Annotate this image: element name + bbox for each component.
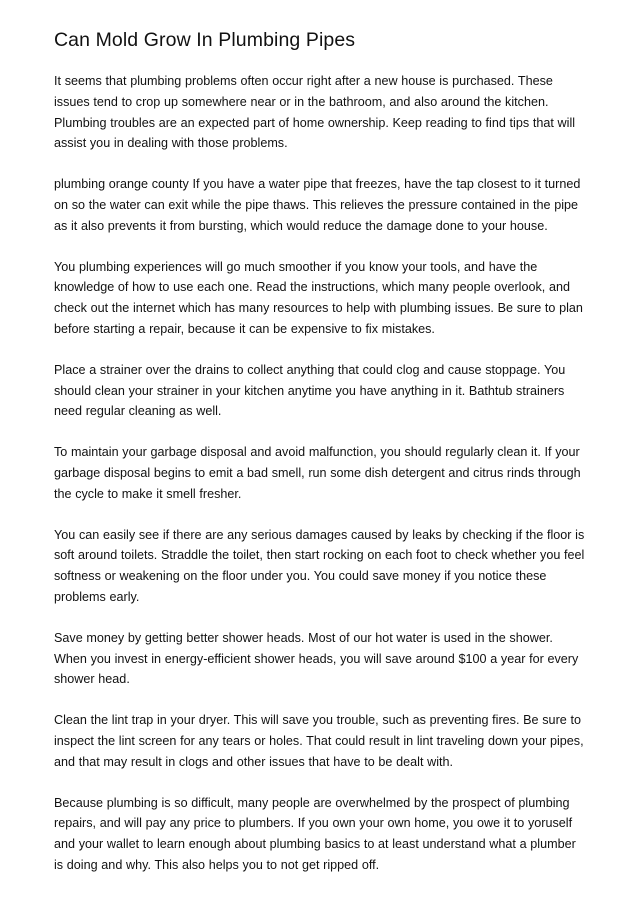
paragraph-tools: You plumbing experiences will go much smoother if you know your tools, and have the knowledge of how to use each one. Read the instructions, which many people overlook, and check out the internet which has many resources to help with plumbing issues. Be sure to plan before starting a repair, because it can be expensive to fix mistakes. xyxy=(54,259,583,336)
paragraph-garbage-disposal: To maintain your garbage disposal and avoid malfunction, you should regularly clean it. If your garbage disposal begins to emit a bad smell, run some dish detergent and citrus rinds through the cycle to make it smell fresher. xyxy=(54,445,581,501)
paragraph-strainer: Place a strainer over the drains to collect anything that could clog and cause stoppage. You should clean your strainer in your kitchen anytime you have anything in it. Bathtub strainers need regular cleaning as well. xyxy=(54,362,566,419)
paragraph-plumbing-basics: Because plumbing is so difficult, many people are overwhelmed by the prospect of plumbing repairs, and will pay any price to plumbers. If you own your own home, you owe it to yoruself and your wallet to learn enough about plumbing basics to at least understand what a plumber is doing and why. This also helps you to not get ripped off. xyxy=(54,795,576,872)
paragraph-intro: It seems that plumbing problems often occur right after a new house is purchased. These issues tend to crop up somewhere near or in the bathroom, and also around the kitchen. Plumbing troubles are an expected part of home ownership. Keep reading to find tips that will assist you in dealing with those problems. xyxy=(54,74,576,151)
paragraph-leaks: You can easily see if there are any serious damages caused by leaks by checking if the floor is soft around toilets. Straddle the toilet, then start rocking on each foot to check whether you feel softness or weakening on the floor under you. You could save money if you notice these problems early. xyxy=(54,527,585,604)
page-title: Can Mold Grow In Plumbing Pipes xyxy=(54,29,356,51)
paragraph-frozen-pipe: plumbing orange county If you have a water pipe that freezes, have the tap closest to it turned on so the water can exit while the pipe thaws. This relieves the pressure contained in the pipe as it also prevents it from bursting, which would reduce the damage done to your house. xyxy=(54,177,581,233)
paragraph-lint-trap: Clean the lint trap in your dryer. This will save you trouble, such as preventing fires. Be sure to inspect the lint screen for any tears or holes. That could result in lint traveling down your pipes, and that may result in clogs and other issues that have to be dealt with. xyxy=(54,713,584,769)
paragraph-shower-heads: Save money by getting better shower heads. Most of our hot water is used in the shower. When you invest in energy-efficient shower heads, you will save around $100 a year for every shower head. xyxy=(54,630,579,687)
